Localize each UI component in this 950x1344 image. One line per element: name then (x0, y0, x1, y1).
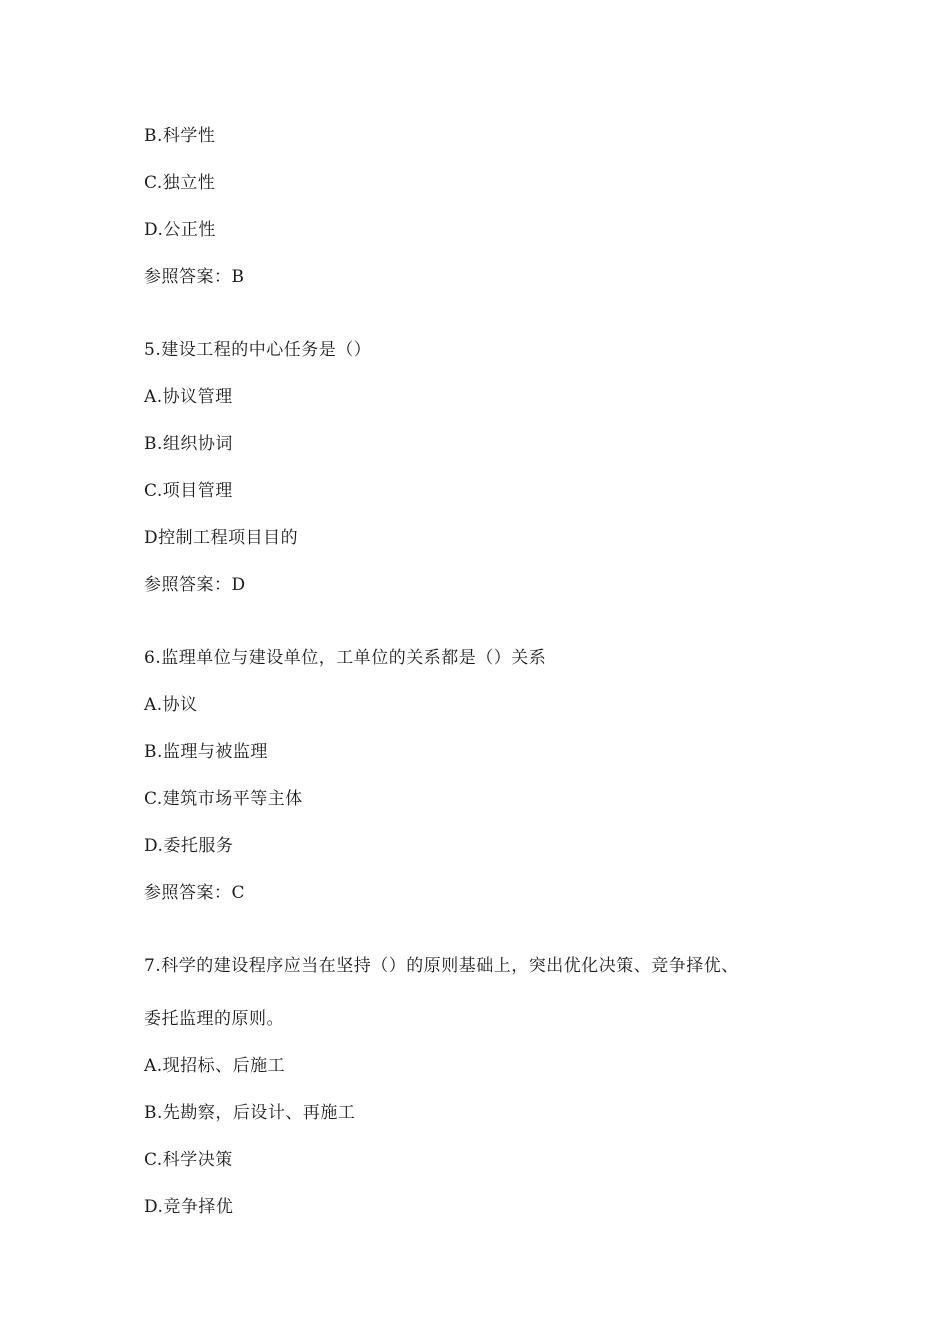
q6-option-d: D.委托服务 (144, 836, 234, 856)
q4-option-c: C.独立性 (144, 173, 216, 193)
q7-option-b: B.先勘察，后设计、再施工 (144, 1103, 356, 1123)
q5-question: 5.建设工程的中心任务是（） (144, 340, 372, 360)
q6-question: 6.监理单位与建设单位，工单位的关系都是（）关系 (144, 648, 547, 668)
q4-option-b: B.科学性 (144, 126, 216, 146)
q6-option-b: B.监理与被监理 (144, 742, 268, 762)
q5-option-b: B.组织协词 (144, 434, 233, 454)
q7-option-d: D.竞争择优 (144, 1197, 234, 1217)
q5-option-d: D控制工程项目目的 (144, 528, 299, 548)
q5-option-a: A.协议管理 (144, 387, 233, 407)
q4-answer: 参照答案：B (144, 267, 245, 287)
q7-question-line1: 7.科学的建设程序应当在坚持（）的原则基础上，突出优化决策、竞争择优、 (144, 956, 739, 976)
q6-option-a: A.协议 (144, 695, 198, 715)
q6-option-c: C.建筑市场平等主体 (144, 789, 303, 809)
q7-question-line2: 委托监理的原则。 (144, 1009, 284, 1029)
q5-option-c: C.项目管理 (144, 481, 233, 501)
q7-option-a: A.现招标、后施工 (144, 1056, 286, 1076)
q6-answer: 参照答案：C (144, 883, 246, 903)
q7-option-c: C.科学决策 (144, 1150, 233, 1170)
q5-answer: 参照答案：D (144, 575, 246, 595)
q4-option-d: D.公正性 (144, 220, 216, 240)
